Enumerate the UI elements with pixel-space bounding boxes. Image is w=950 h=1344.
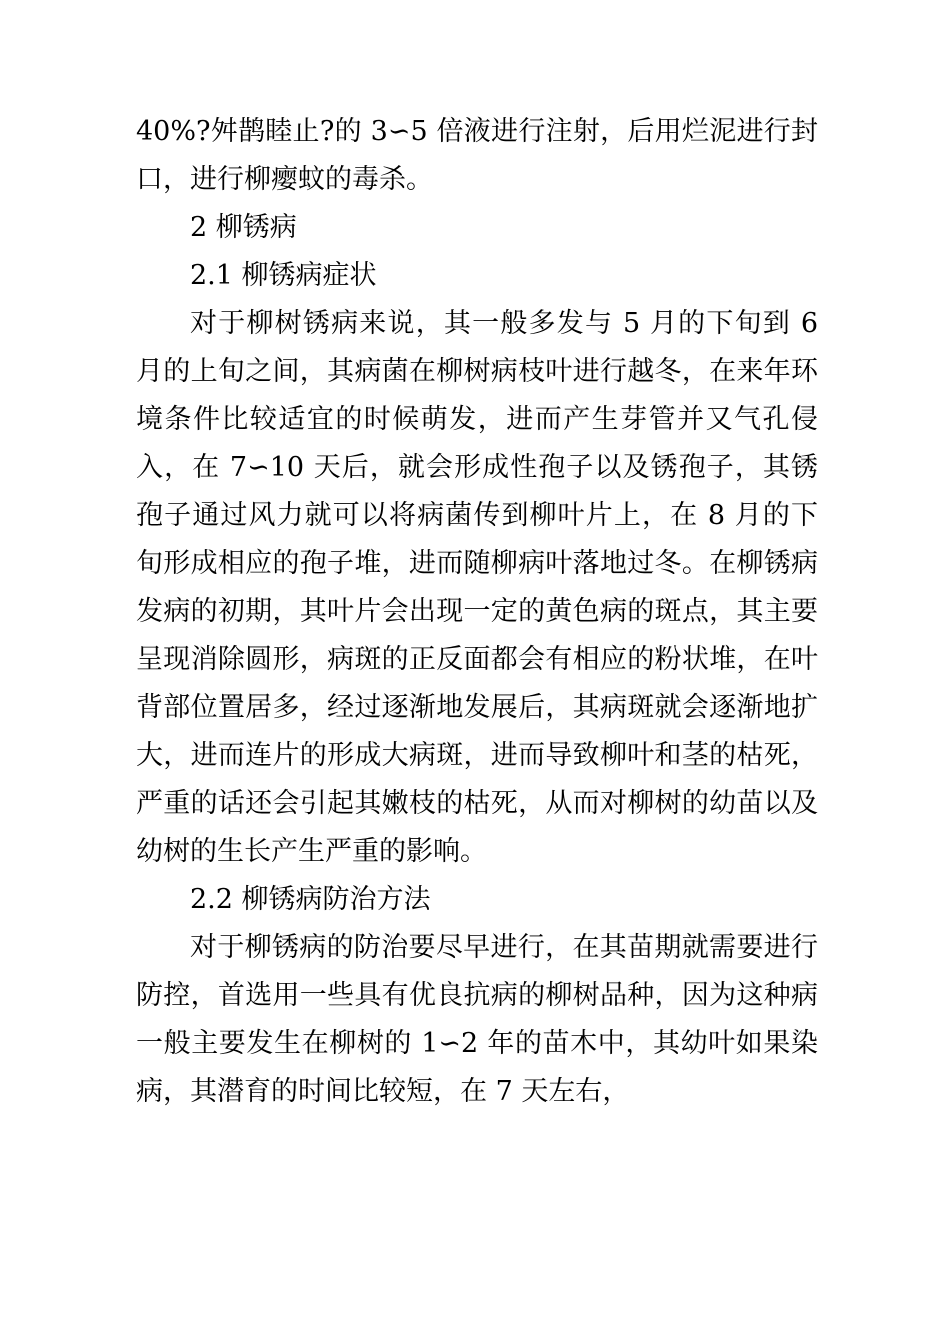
document-body bbox=[136, 108, 818, 1116]
subsection-heading-2-2: 2.2 柳锈病防治方法 bbox=[190, 884, 431, 915]
paragraph-symptoms: 对于柳树锈病来说，其一般多发与 5 月的下旬到 6 月的上旬之间，其病菌在柳树病枝叶进行越冬，在来年环境条件比较适宜的时候萌发，进而产生芽管并又气孔侵入，在 7∽10 天后，就会形成性孢子以及锈孢子，其锈孢子通过风力就可以将病菌传到柳叶片上，在 8 月的下旬形成相应的孢子堆，进而随柳病叶落地过冬。在柳锈病发病的初期，其叶片会出现一定的黄色病的斑点，其主要呈现消除圆形，病斑的正反面都会有相应的粉状堆，在叶背部位置居多，经过逐渐地发展后，其病斑就会逐渐地扩大，进而连片的形成大病斑，进而导致柳叶和茎的枯死，严重的话还会引起其嫩枝的枯死，从而对柳树的幼苗以及幼树的生长产生严重的影响。 bbox=[136, 308, 818, 867]
section-heading-2: 2 柳锈病 bbox=[190, 212, 297, 243]
paragraph-prevention: 对于柳锈病的防治要尽早进行，在其苗期就需要进行防控，首选用一些具有优良抗病的柳树品种，因为这种病一般主要发生在柳树的 1∽2 年的苗木中，其幼叶如果染病，其潜育的时间比较短，在 7 天左右， bbox=[136, 932, 818, 1107]
subsection-heading-2-1: 2.1 柳锈病症状 bbox=[190, 260, 377, 291]
paragraph-continuation: 40%?舛鹊睦止?的 3∽5 倍液进行注射，后用烂泥进行封口，进行柳瘿蚊的毒杀。 bbox=[136, 116, 818, 195]
